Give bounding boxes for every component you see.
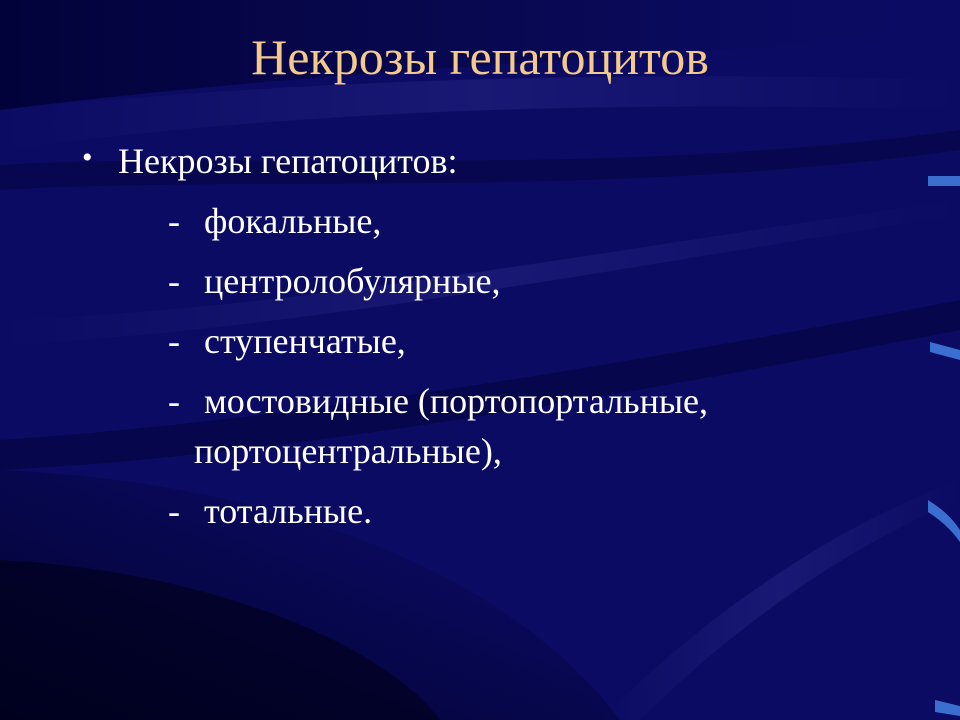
bullet-text: Некрозы гепатоцитов: bbox=[118, 141, 458, 181]
bullet-item bbox=[82, 136, 458, 186]
list-item bbox=[168, 486, 372, 536]
list-item-text: центролобулярные, bbox=[204, 261, 501, 301]
slide-title: Некрозы гепатоцитов bbox=[251, 29, 709, 85]
list-item bbox=[168, 196, 381, 246]
dash-marker: - bbox=[168, 201, 180, 241]
dash-marker: - bbox=[168, 381, 180, 421]
list-item bbox=[168, 256, 501, 306]
list-item bbox=[168, 376, 708, 426]
list-item bbox=[168, 316, 406, 366]
bullet-dot-icon: • bbox=[82, 141, 93, 174]
list-item-text: тотальные. bbox=[204, 491, 373, 531]
list-item-text: ступенчатые, bbox=[204, 321, 406, 361]
dash-marker: - bbox=[168, 491, 180, 531]
dash-marker: - bbox=[168, 321, 180, 361]
list-item-text: мостовидные (портопортальные, bbox=[204, 381, 709, 421]
dash-marker: - bbox=[168, 261, 180, 301]
list-item-text: фокальные, bbox=[204, 201, 382, 241]
list-item-continuation: портоцентральные), bbox=[194, 431, 502, 471]
